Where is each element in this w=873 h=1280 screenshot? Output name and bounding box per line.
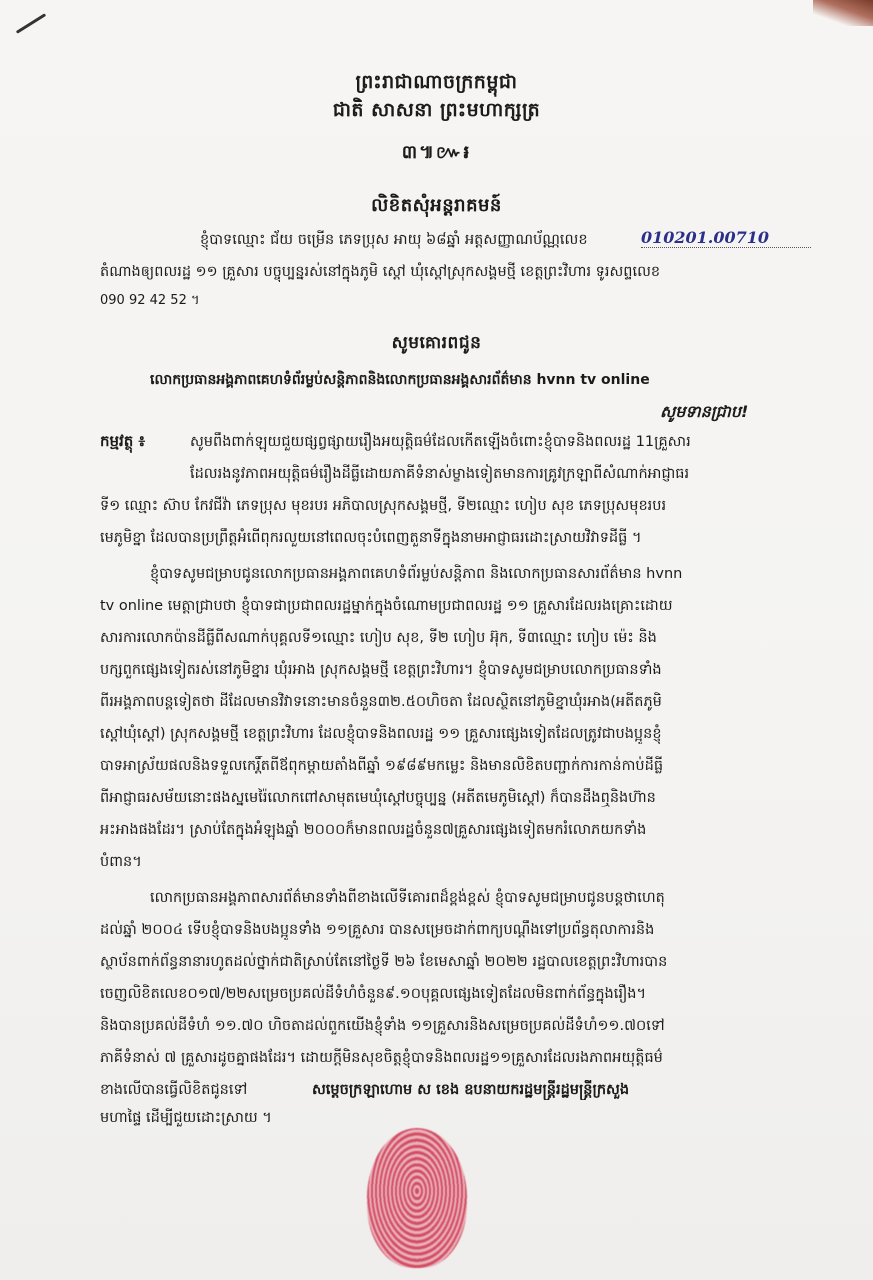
paragraph1-line: ខ្ញុំបាទសូមជម្រាបជូនលោកប្រធានអង្គភាពគេហទំព័រម្លប់សន្តិភាព និងលោកប្រធានសារព័ត៌មាន hvnn	[150, 566, 683, 582]
paragraph2-line: ខាងលើបានធ្វើលិខិតជូនទៅ	[100, 1082, 248, 1098]
paragraph1-line: អះអាងផងដែរ។ ស្រាប់តែក្នុងអំឡុងឆ្នាំ ២០០០ក៏មានពលរដ្ឋចំនួន៧គ្រួសារផ្សេងទៀតមករំលោភយកទាំង	[100, 822, 647, 838]
paragraph1-line: ពីអាជ្ញាធរសម័យនោះផងស្នមេរ៉ៃលោកពៅសាមុតមេឃុំស្តៅបច្ចុប្បន្ន (អតីតមេភូមិស្តៅ) ក៏បានដឹងឮនិងហ៊ាន	[100, 790, 656, 806]
please-know: សូមទានជ្រាប!	[660, 402, 749, 421]
addressee-bold: សម្តេចក្រឡាហោម ស ខេង ឧបនាយករដ្ឋមន្ត្រីរដ្ឋមន្ត្រីក្រសួង	[312, 1082, 630, 1098]
intro-line-2: តំណាងឲ្យពលរដ្ឋ ១១ គ្រួសារ បច្ចុប្បន្នរស់នៅក្នុងភូមិ ស្តៅ ឃុំស្តៅស្រុកសង្គមថ្មី ខេត្តព្រះវិហារ ទូរសព្ទលេខ	[100, 264, 661, 280]
salutation: សូមគោរពជូន	[391, 333, 482, 353]
paragraph2-line: ភាគីទំនាស់ ៧ គ្រួសារដូចគ្នាផងដែរ។ ដោយក្តីមិនសុខចិត្តខ្ញុំបាទនិងពលរដ្ឋ១១គ្រួសារដែលរងភាពអយុត្តិធម៌	[100, 1050, 663, 1066]
object-line: ទី១ ឈ្មោះ ស៊ាប កែវជីវ៉ា ភេទប្រុស មុខរបរ អភិបាលស្រុកសង្គមថ្មី, ទី២ឈ្មោះ ហៀប សុខ ភេទប្រុសមុខរបរ	[100, 498, 667, 514]
paragraph2-line: លោកប្រធានអង្គភាពសារព័ត៌មានទាំងពីខាងលើទីគោរពដ៏ខ្ពង់ខ្ពស់ ខ្ញុំបាទសូមជម្រាបជូនបន្តថាហេតុ	[150, 890, 665, 906]
object-line: មេភូមិខ្នា ដែលបានប្រព្រឹត្តអំពើពុករលួយនៅពេលចុះបំពេញតួនាទីក្នុងនាមអាជ្ញាធរដោះស្រាយវិវាទដីធ្លី ។	[100, 530, 642, 546]
paragraph1-line: សារការលោកប៉ានដីធ្លីពីសណាក់បុគ្គលទី១ឈ្មោះ ហៀប សុខ, ទី២ ហៀប អ៊ុក, ទី៣ឈ្មោះ ហៀប ម៉េះ និង	[100, 630, 657, 646]
kingdom-heading: ព្រះរាជាណាចក្រកម្ពុជា	[355, 71, 518, 93]
red-thumbprint	[367, 1128, 467, 1268]
recipients-line: លោកប្រធានអង្គភាពគេហទំព័រម្លប់សន្តិភាពនិងលោកប្រធានអង្គសារព័ត៌មាន hvnn tv online	[150, 372, 650, 388]
ornament-divider: ៣៕៚៛	[401, 142, 472, 163]
paragraph2-line: និងបានប្រគល់ដីទំហំ ១១.៧០ ហិចតាដល់ពួកយើងខ្ញុំទាំង ១១គ្រួសារនិងសម្រេចប្រគល់ដីទំហំ១១.៧០ទៅ	[100, 1018, 665, 1034]
paragraph1-line: ស្តៅឃុំស្តៅ) ស្រុកសង្គមថ្មី ខេត្តព្រះវិហារ ដែលខ្ញុំបាទនិងពលរដ្ឋ ១១ គ្រួសារផ្សេងទៀតដែលត្រូវជាបងប្អូនខ្ញុំ	[100, 726, 662, 742]
handwritten-id-number: 010201.00710	[641, 228, 811, 248]
page-corner-shadow	[813, 0, 873, 26]
paragraph2-line: ដល់ឆ្នាំ ២០០៤ ទើបខ្ញុំបាទនិងបងប្អូនទាំង ១១គ្រួសារ បានសម្រេចដាក់ពាក្យបណ្តឹងទៅប្រព័ន្ធតុលាការនិង	[100, 922, 655, 938]
paragraph1-line: បាទអាស្រ័យផលនិងទទួលកេរ្តិ៍តពីឪពុកម្តាយតាំងពីឆ្នាំ ១៩៨៩មកម្លេះ និងមានលិខិតបញ្ជាក់ការកាន់កាប់ដីធ្លី	[100, 758, 664, 774]
object-line: ដែលរងនូវភាពអយុត្តិធម៌រឿងដីធ្លីដោយភាគីទំនាស់ម្ខាងទៀតមានការគ្រូវក្រឡាពីសំណាក់អាជ្ញាធរ	[190, 466, 690, 482]
paragraph1-line: បំពាន។	[100, 854, 142, 870]
paragraph1-line: បក្សពួកផ្សេងទៀតរស់នៅភូមិខ្នារ ឃុំរអាង ស្រុកសង្គមថ្មី ខេត្តព្រះវិហារ។ ខ្ញុំបាទសូមជម្រាបលោកប្រធានទាំង	[100, 662, 662, 678]
national-motto: ជាតិ សាសនា ព្រះមហាក្សត្រ	[332, 99, 541, 121]
object-line: សូមពឹងពាក់ឡុយជួយផ្សព្វផ្សាយរឿងអយុត្តិធម៌ដែលកើតឡើងចំពោះខ្ញុំបាទនិងពលរដ្ឋ 11គ្រួសារ	[190, 434, 691, 450]
object-label: កម្មវត្ថុ ៖	[100, 432, 146, 450]
paragraph1-line: ពីរអង្គភាពបន្តទៀតថា ដីដែលមានវិវាទនោះមានចំនួន៣២.៥០ហិចតា ដែលស្ថិតនៅភូមិខ្នាឃុំរអាង(អតីតភូមិ	[100, 694, 662, 710]
closing-line: មហាផ្ទៃ ដើម្បីជួយដោះស្រាយ ។	[100, 1110, 272, 1126]
phone-number: 090 92 42 52 ។	[100, 293, 200, 308]
paragraph2-line: ចេញលិខិតលេខ០១៧/២២សម្រេចប្រគល់ដីទំហំចំនួន៩.១០បុគ្គលផ្សេងទៀតដែលមិនពាក់ព័ន្ធក្នុងរឿង។	[100, 986, 647, 1002]
paragraph2-line: ស្ថាប័នពាក់ព័ន្ធនានារហូតដល់ថ្នាក់ជាតិស្រាប់តែនៅថ្ងៃទី ២៦ ខែមេសាឆ្នាំ ២០២២ រដ្ឋបាលខេត្តព្រះវិហារបាន	[100, 954, 668, 970]
paragraph1-line: tv online មេត្តាជ្រាបថា ខ្ញុំបាទជាប្រជាពលរដ្ឋម្នាក់ក្នុងចំណោមប្រជាពលរដ្ឋ ១១ គ្រួសារដែលរងគ្រោះដោយ	[100, 598, 673, 614]
pen-mark	[16, 13, 46, 34]
letter-title: លិខិតសុំអន្តរាគមន៍	[371, 195, 502, 216]
intro-line-1: ខ្ញុំបាទឈ្មោះ ជ័យ ចម្រើន ភេទប្រុស អាយុ ៦៨ឆ្នាំ អត្តសញ្ញាណប័ណ្ណលេខ	[200, 232, 588, 248]
